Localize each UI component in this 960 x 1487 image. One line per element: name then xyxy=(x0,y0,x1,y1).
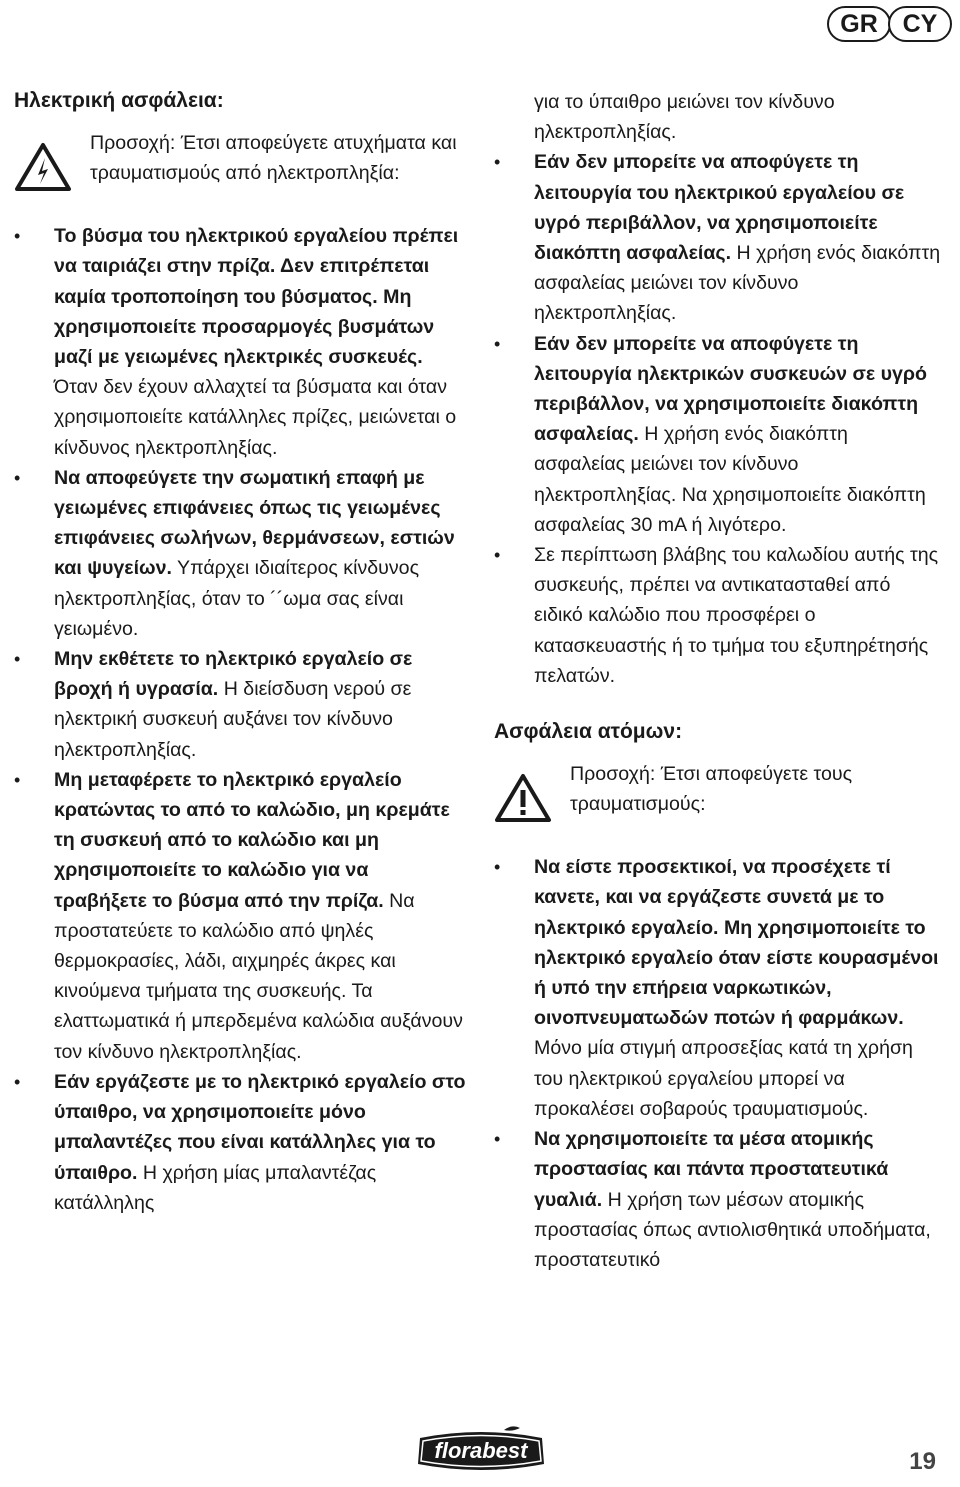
warning-text: Προσοχή: Έτσι αποφεύγετε ατυχήματα και τραυματισμούς από ηλεκτροπληξία: xyxy=(90,132,457,185)
warning-block xyxy=(14,128,466,201)
language-badges xyxy=(827,6,952,42)
bullet-list xyxy=(494,147,944,691)
list-item: • Εάν δεν μπορείτε να αποφύγετε τη λειτουργία του ηλεκτρικού εργαλείου σε υγρό περιβάλλον, να χρησιμοποιείτε διακόπτη ασφαλείας. Η χρήση ενός διακόπτη ασφαλείας μειώνει τον κίνδυνο ηλεκτροπληξίας. xyxy=(494,147,944,328)
list-item: • Μην εκθέτετε το ηλεκτρικό εργαλείο σε βροχή ή υγρασία. Η διείσδυση νερού σε ηλεκτρική συσκευή αυξάνει τον κίνδυνο ηλεκτροπληξίας. xyxy=(14,644,466,765)
list-item: • Να χρησιμοποιείτε τα μέσα ατομικής προστασίας και πάντα προστατευτικά γυαλιά. Η χρήση των μέσων ατομικής προστασίας όπως αντιολισθητικά υποδήματα, προστατευτικό xyxy=(494,1124,944,1275)
list-item: • Το βύσμα του ηλεκτρικού εργαλείου πρέπει να ταιριάζει στην πρίζα. Δεν επιτρέπεται καμία τροποποίηση του βύσματος. Μη χρησιμοποιείτε προσαρμογές βυσμάτων μαζί με γειωμένες ηλεκτρικές συσκευές. Όταν δεν έχουν αλλαχτεί τα βύσματα και όταν χρησιμοποιείτε κατάλληλες πρίζες, μειώνεται ο κίνδυνος ηλεκτροπληξίας. xyxy=(14,221,466,463)
section-heading-electrical-safety: Ηλεκτρική ασφάλεια: xyxy=(14,89,224,112)
right-column xyxy=(494,87,944,1275)
list-item: • Εάν εργάζεστε με το ηλεκτρικό εργαλείο στο ύπαιθρο, να χρησιμοποιείτε μόνο μπαλαντέζες που είναι κατάλληλες για το ύπαιθρο. Η χρήση μίας μπαλαντέζας κατάλληλης xyxy=(14,1067,466,1218)
left-column xyxy=(14,86,466,1218)
warning-block xyxy=(494,759,944,832)
list-item: • Να είστε προσεκτικοί, να προσέχετε τί κανετε, και να εργάζεστε συνετά με το ηλεκτρικό εργαλείο. Μη χρησιμοποιείτε το ηλεκτρικό εργαλείο όταν είστε κουρασμένοι ή υπό την επήρεια ναρκωτικών, οινοπνευματωδών ποτών ή φαρμάκων. Μόνο μία στιγμή απροσεξίας κατά τη χρήση του ηλεκτρικού εργαλείου μπορεί να προκαλέσει σοβαρούς τραυματισμούς. xyxy=(494,852,944,1124)
list-item: • Σε περίπτωση βλάβης του καλωδίου αυτής της συσκευής, πρέπει να αντικατασταθεί από ειδικό καλώδιο που προσφέρει ο κατασκευαστής ή το τμήμα του εξυπηρέτησής πελατών. xyxy=(494,540,944,691)
warning-text: Προσοχή: Έτσι αποφεύγετε τους τραυματισμούς: xyxy=(570,763,853,816)
language-badge-gr: GR xyxy=(827,6,891,42)
warning-exclamation-icon xyxy=(494,759,566,832)
section-heading-personal-safety: Ασφάλεια ατόμων: xyxy=(494,720,683,744)
bullet-list xyxy=(494,852,944,1275)
list-item: • Να αποφεύγετε την σωματική επαφή με γειωμένες επιφάνειες όπως τις γειωμένες επιφάνειες σωλήνων, θερμάνσεων, εστιών και ψυγείων. Υπάρχει ιδιαίτερος κίνδυνος ηλεκτροπληξίας, όταν το ´´ωμα σας είναι γειωμένο. xyxy=(14,463,466,644)
page-number: 19 xyxy=(909,1448,936,1475)
list-item: • Μη μεταφέρετε το ηλεκτρικό εργαλείο κρατώντας το από το καλώδιο, μη κρεμάτε τη συσκευή από το καλώδιο και μη χρησιμοποιείτε το καλώδιο για να τραβήξετε το βύσμα από την πρίζα. Να προστατεύετε το καλώδιο από ψηλές θερμοκρασίες, λάδι, αιχμηρές άκρες και κινούμενα τμήματα της συσκευής. Τα ελαττωματικά ή μπερδεμένα καλώδια αυξάνουν τον κίνδυνο ηλεκτροπληξίας. xyxy=(14,765,466,1067)
list-item: • Εάν δεν μπορείτε να αποφύγετε τη λειτουργία ηλεκτρικών συσκευών σε υγρό περιβάλλον, να χρησιμοποιείτε διακόπτη ασφαλείας. Η χρήση ενός διακόπτη ασφαλείας μειώνει τον κίνδυνο ηλεκτροπληξίας. Να χρησιμοποιείτε διακόπτη ασφαλείας 30 mA ή λιγότερο. xyxy=(494,329,944,540)
svg-text:florabest: florabest xyxy=(434,1438,528,1463)
continued-text: για το ύπαιθρο μειώνει τον κίνδυνο ηλεκτροπληξίας. xyxy=(534,91,835,144)
electric-hazard-icon xyxy=(14,128,86,201)
bullet-list xyxy=(14,221,466,1218)
florabest-logo xyxy=(412,1424,550,1476)
language-badge-cy: CY xyxy=(888,6,952,42)
